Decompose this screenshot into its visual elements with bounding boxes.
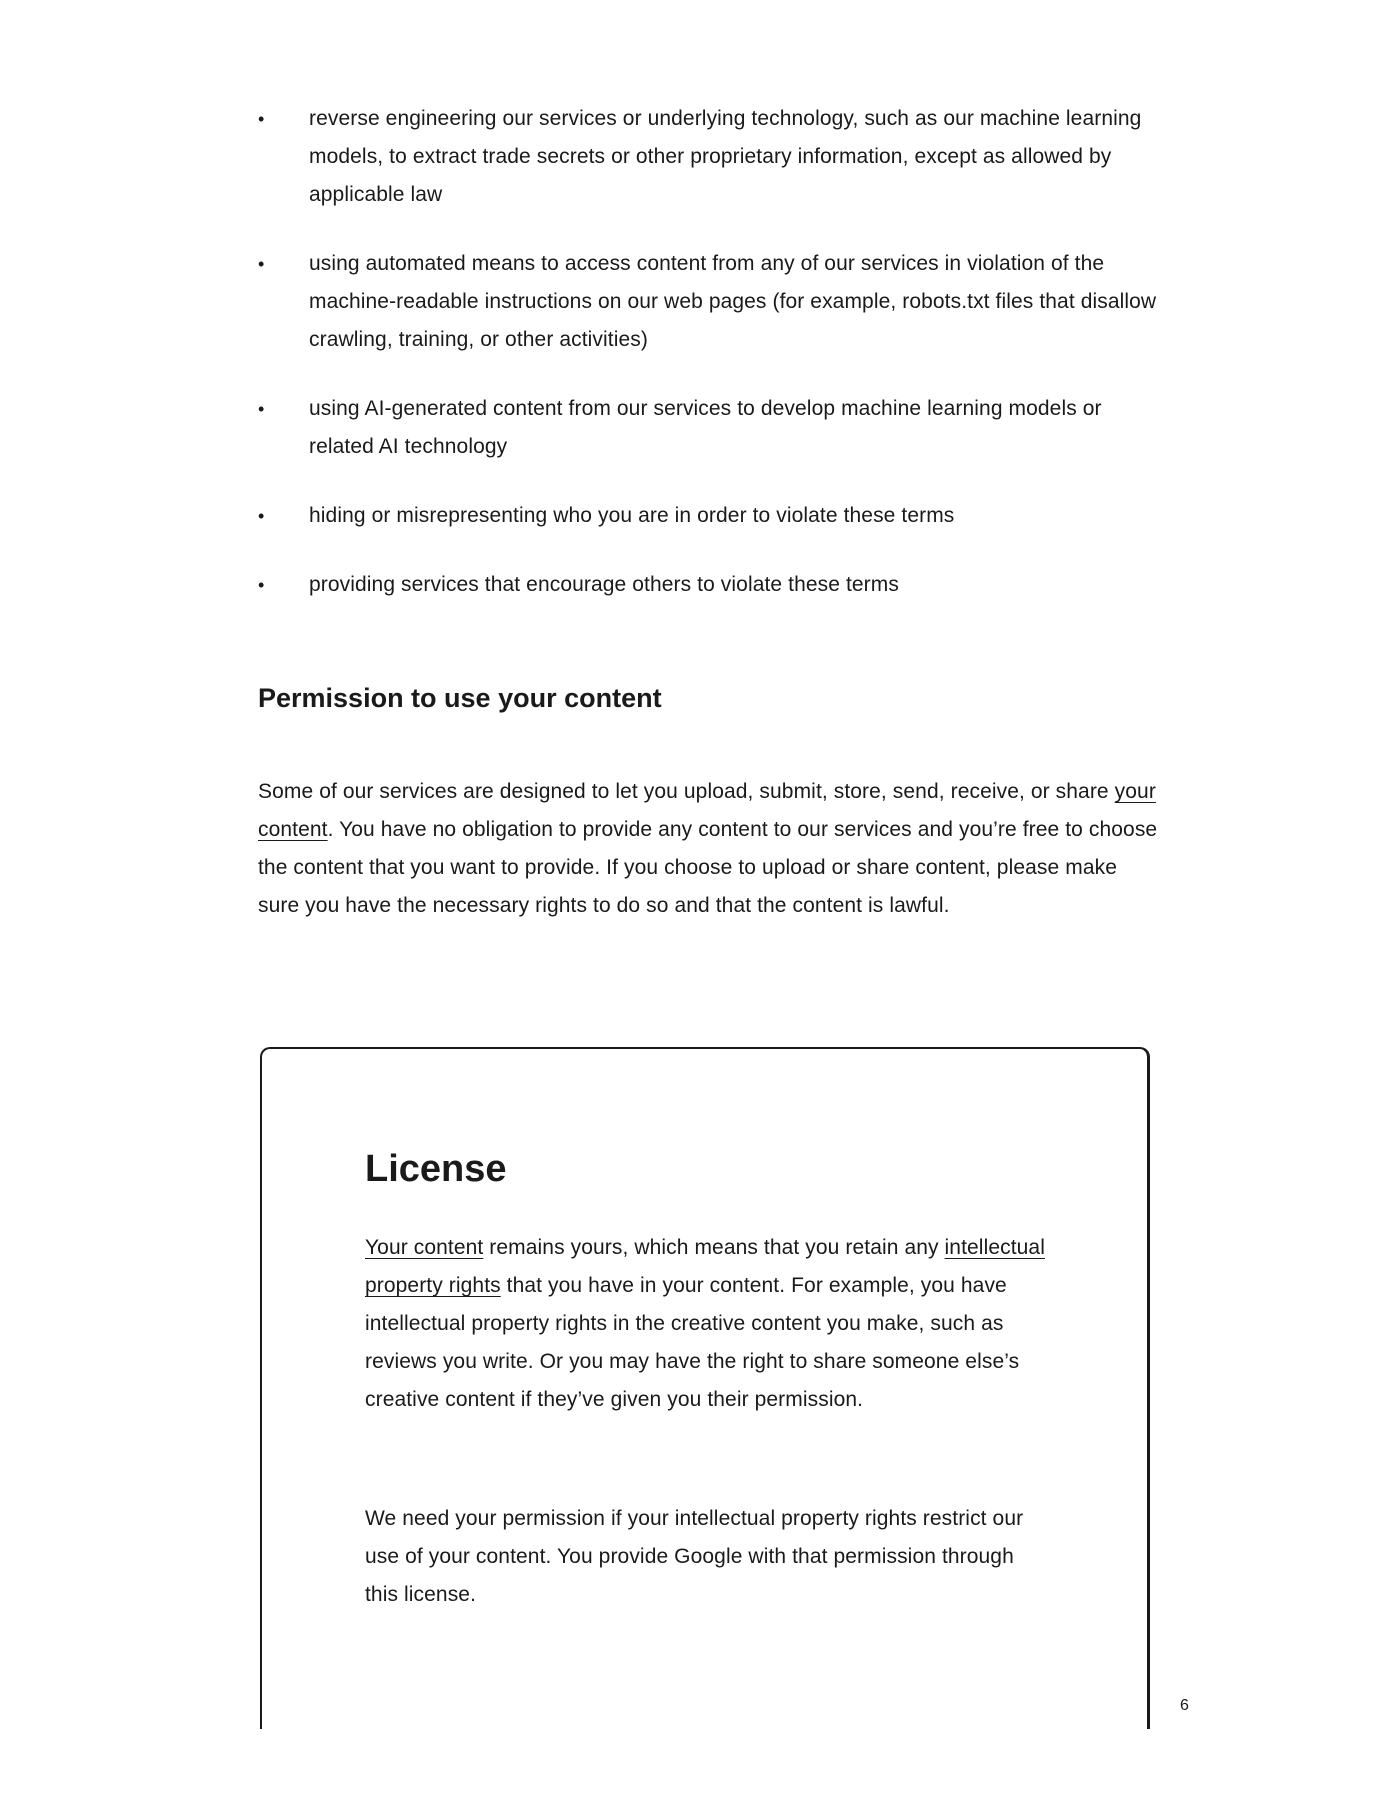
license-box [260, 1047, 1150, 1729]
list-item [258, 390, 1158, 466]
list-item [258, 566, 1158, 604]
bullet-marker: • [258, 399, 265, 419]
list-item-text: providing services that encourage others to violate these terms [309, 573, 899, 596]
list-item [258, 245, 1158, 359]
list-item [258, 497, 1158, 535]
list-item-text: using automated means to access content from any of our services in violation of the machine-readable instructions on our web pages (for example, robots.txt files that disallow crawling, training, or other activities) [309, 252, 1157, 351]
paragraph-text: . You have no obligation to provide any content to our services and you’re free to choose the content that you want to provide. If you choose to upload or share content, please make sure you have the necessary rights to do so and that the content is lawful. [258, 818, 1158, 917]
paragraph-text: remains yours, which means that you retain any [483, 1236, 945, 1259]
bullet-marker: • [258, 254, 265, 274]
your-content-link[interactable]: Your content [365, 1236, 484, 1259]
license-paragraph-1 [365, 1229, 1045, 1419]
paragraph-text: that you have in your content. For example, you have intellectual property rights in the creative content you make, such as reviews you write. Or you may have the right to share someone else’s creative content if they’ve given you their permission. [365, 1274, 1020, 1411]
paragraph-text: Some of our services are designed to let you upload, submit, store, send, receive, or share [258, 780, 1115, 803]
prohibited-uses-list [258, 100, 1158, 635]
list-item [258, 100, 1158, 214]
license-paragraph-2: We need your permission if your intellectual property rights restrict our use of your content. You provide Google with that permission through this license. [365, 1507, 1024, 1606]
list-item-text: reverse engineering our services or underlying technology, such as our machine learning models, to extract trade secrets or other proprietary information, except as allowed by applicable law [309, 107, 1142, 206]
page-number: 6 [1180, 1697, 1189, 1714]
permission-paragraph [258, 773, 1158, 925]
bullet-marker: • [258, 575, 265, 595]
intellectual-property-rights-link[interactable]: intellectual property rights [365, 1236, 1045, 1297]
your-content-link[interactable]: your content [258, 780, 1156, 841]
section-heading-permission: Permission to use your content [258, 683, 662, 713]
bullet-marker: • [258, 109, 265, 129]
license-title: License [365, 1148, 507, 1190]
bullet-marker: • [258, 506, 265, 526]
list-item-text: using AI-generated content from our services to develop machine learning models or related AI technology [309, 397, 1102, 458]
list-item-text: hiding or misrepresenting who you are in order to violate these terms [309, 504, 955, 527]
